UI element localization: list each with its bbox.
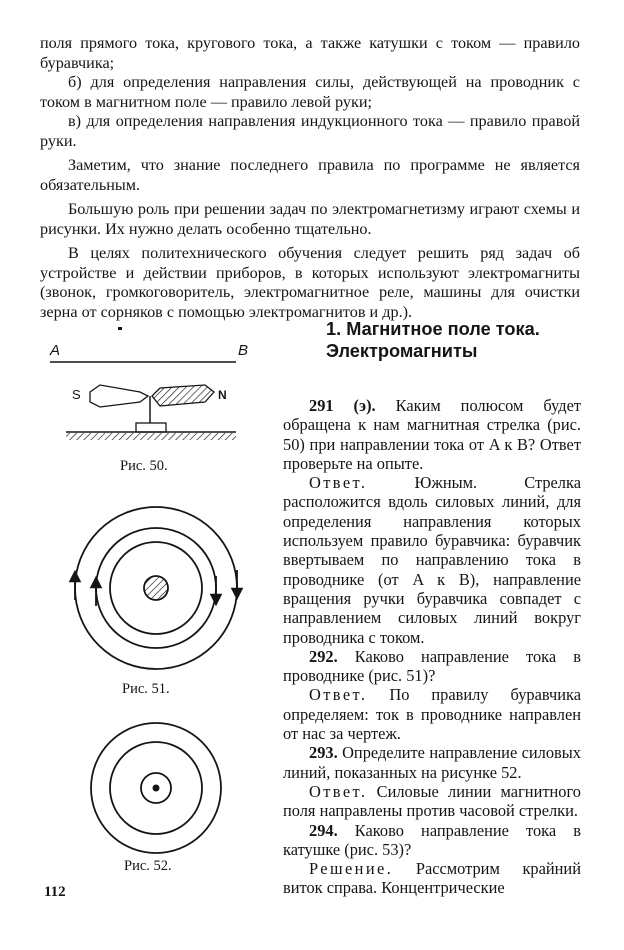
- answer-291: [283, 473, 581, 647]
- answer-text: По правилу буравчика определяем: ток в проводнике направлен от нас за чертеж.: [283, 685, 581, 744]
- needle-stand: [136, 423, 166, 432]
- paragraph: б) для определения направления силы, действующей на проводник с током в магнитном поле — правило левой руки;: [40, 73, 580, 111]
- label-s: S: [72, 387, 81, 402]
- answer-293: [283, 782, 581, 821]
- answer-label: Ответ.: [309, 473, 368, 493]
- problem-text: Каково направление тока в проводнике (рис. 51)?: [283, 646, 581, 686]
- answer-label: Ответ.: [309, 781, 368, 801]
- section-heading: [326, 318, 596, 362]
- paragraph: в) для определения направления индукционного тока — правило правой руки.: [40, 112, 580, 150]
- label-a: A: [50, 342, 61, 359]
- problem-text: Определите направление силовых линий, показанных на рисунке 52.: [283, 743, 581, 782]
- table-hatching: [66, 433, 236, 440]
- problem-292: [283, 647, 581, 686]
- problem-293: [283, 743, 581, 782]
- paragraph: В целях политехнического обучения следует решить ряд задач об устройстве и действии приборов, в которых используют электромагниты (звонок, громкоговоритель, электромагнитное реле, машины для очистки зерна от сорняков с помощью электромагнитов и др.).: [40, 244, 580, 321]
- current-dot: [153, 785, 158, 790]
- paragraph: Заметим, что знание последнего правила по программе не является обязательным.: [40, 156, 580, 194]
- problem-number: 293.: [309, 743, 338, 763]
- problem-294: [283, 821, 581, 860]
- figures-drawing: [0, 0, 300, 900]
- solution-text: Рассмотрим крайний виток справа. Концентрические: [283, 859, 581, 898]
- problem-number: 294.: [309, 820, 338, 840]
- answer-text: Силовые линии магнитного поля направлены против часовой стрелки.: [283, 781, 581, 821]
- figure-50-caption: Рис. 50.: [120, 458, 168, 474]
- needle-north-half: [152, 385, 214, 406]
- figure-52-caption: Рис. 52.: [124, 858, 172, 874]
- paragraph: Большую роль при решении задач по электромагнетизму играют схемы и рисунки. Их нужно делать особенно тщательно.: [40, 200, 580, 238]
- section-title-line1: Магнитное поле тока.: [346, 319, 540, 339]
- figure-51: [75, 507, 237, 669]
- figure-51-caption: Рис. 51.: [122, 681, 170, 697]
- solution-label: Решение.: [309, 859, 394, 879]
- answer-text: Южным. Стрелка расположится вдоль силовых линий, для определения направления которых используем правило буравчика: буравчик ввертываем по направлению тока в проводнике (от A к B), направление вращения ручки буравчика совпадет с направлением силовых линий вокруг проводника с током.: [283, 473, 581, 647]
- problem-text: Каким полюсом будет обращена к нам магнитная стрелка (рис. 50) при направлении тока от A к B? Ответ проверьте на опыте.: [283, 396, 582, 473]
- answer-label: Ответ.: [309, 685, 368, 705]
- label-n: N: [218, 388, 227, 402]
- problem-291: [283, 396, 581, 473]
- figure-50: [50, 327, 236, 440]
- problem-number: 292.: [309, 646, 338, 666]
- paragraph: поля прямого тока, кругового тока, а также катушки с током — правило буравчика;: [40, 34, 580, 72]
- problem-number: 291 (э).: [309, 396, 376, 415]
- conductor-cross-section: [144, 576, 168, 600]
- page-number: 112: [44, 884, 66, 900]
- problem-text: Каково направление тока в катушке (рис. 53)?: [283, 820, 581, 859]
- stray-mark: [118, 327, 122, 330]
- solution-294: [283, 859, 581, 898]
- answer-292: [283, 685, 581, 743]
- label-b: B: [238, 342, 249, 359]
- needle-south-half: [90, 385, 148, 407]
- problems-column: [283, 396, 581, 898]
- section-title-line2: Электромагниты: [326, 341, 478, 361]
- figure-52: [91, 723, 221, 853]
- section-number: 1.: [326, 319, 342, 339]
